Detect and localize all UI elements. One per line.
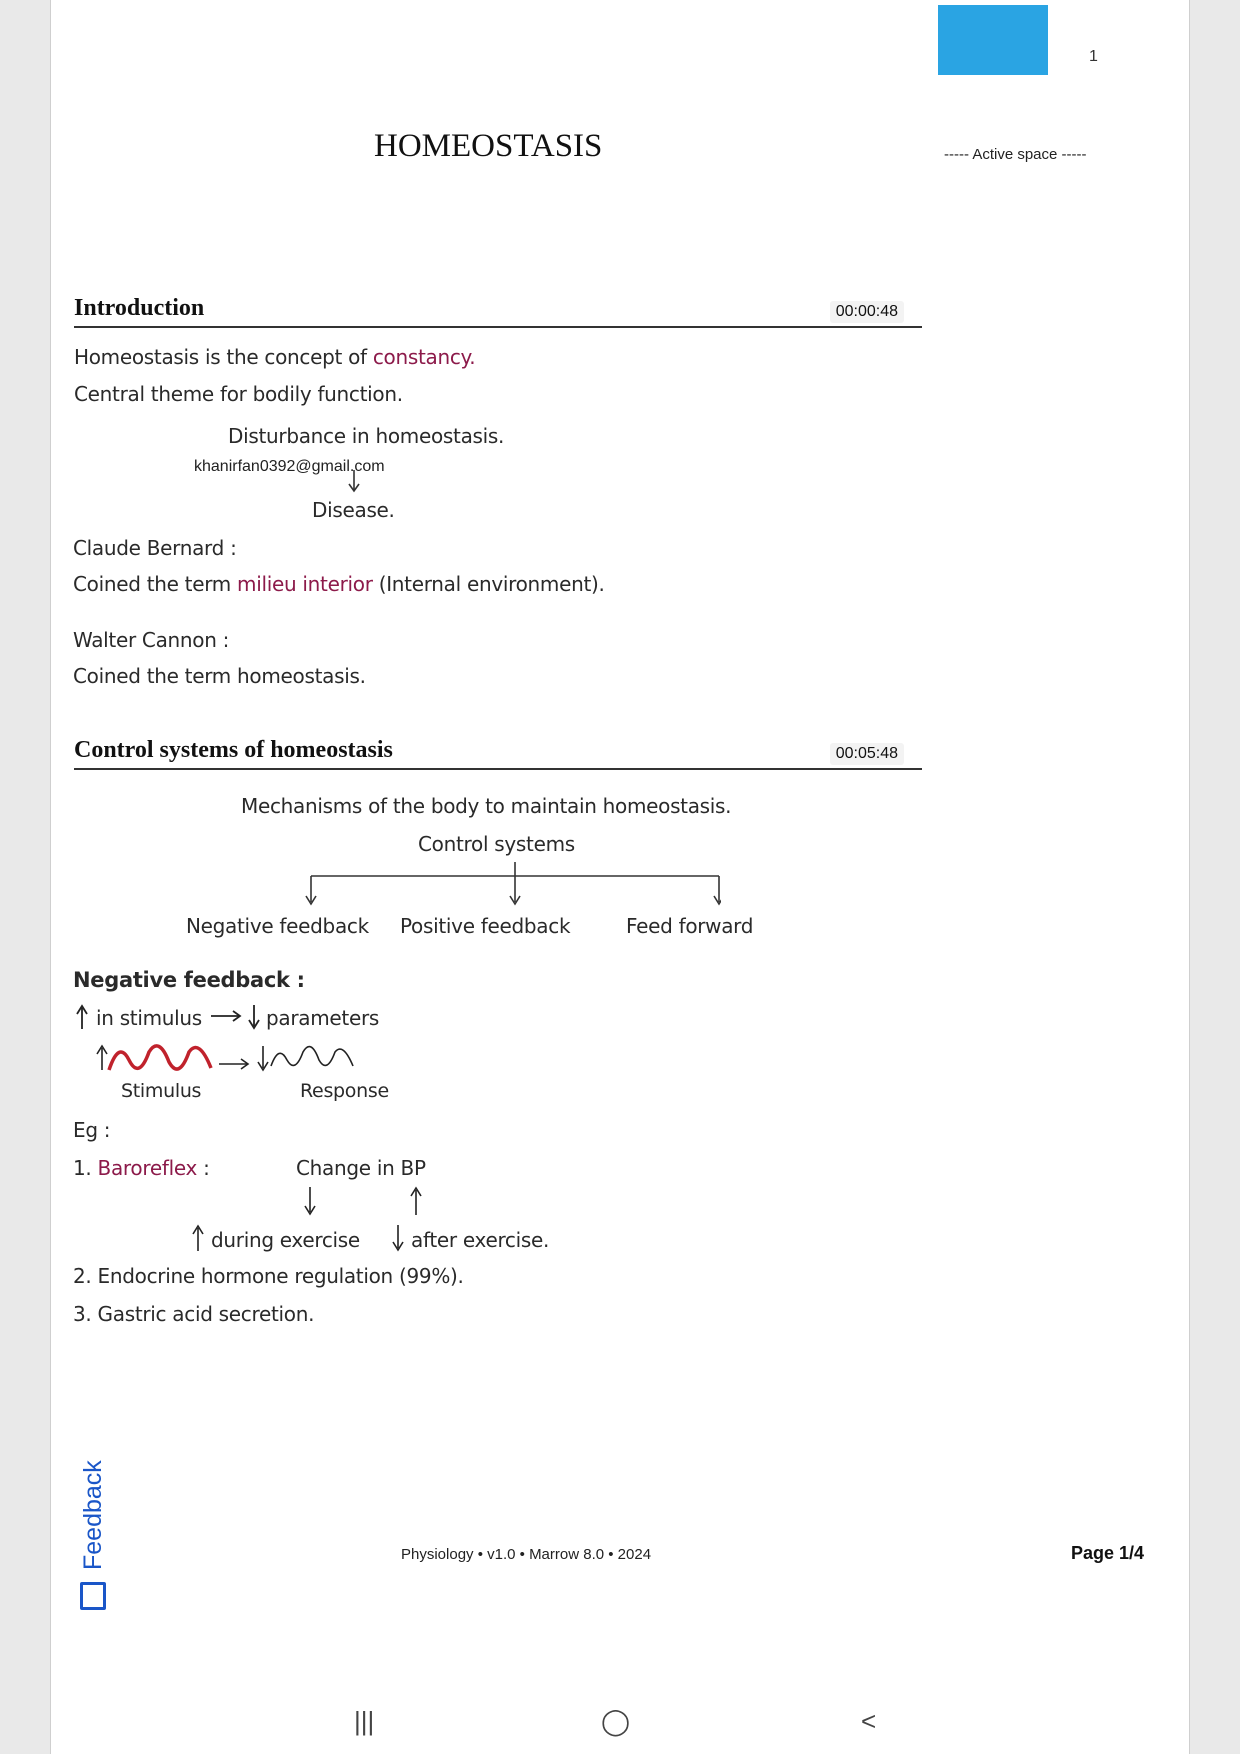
mechanisms-text: Mechanisms of the body to maintain homeostasis. <box>241 794 732 818</box>
example-3: 3. Gastric acid secretion. <box>73 1302 315 1326</box>
notes-page <box>50 0 1190 1754</box>
branch-positive-feedback: Positive feedback <box>400 914 571 938</box>
down-arrow-icon <box>347 470 361 494</box>
intro-line-1: Homeostasis is the concept of constancy. <box>74 345 476 369</box>
change-in-bp-text: Change in BP <box>296 1156 426 1180</box>
control-systems-text: Control systems <box>418 832 575 856</box>
control-systems-tree <box>281 862 721 910</box>
keyword-constancy: constancy. <box>372 345 476 369</box>
branch-negative-feedback: Negative feedback <box>186 914 369 938</box>
timestamp-button[interactable]: 00:05:48 <box>830 743 904 765</box>
down-arrow-icon <box>391 1224 405 1252</box>
bernard-heading: Claude Bernard : <box>73 536 237 560</box>
feedback-icon <box>80 1582 106 1610</box>
example-1: 1. Baroreflex : <box>73 1156 210 1180</box>
page-number: Page 1/4 <box>1071 1543 1145 1563</box>
negative-feedback-heading: Negative feedback : <box>73 968 305 992</box>
page-index: 1 <box>1089 48 1098 65</box>
right-arrow-icon <box>209 1008 243 1024</box>
disturbance-text: Disturbance in homeostasis. <box>228 424 505 448</box>
neg-stimulus-text: in stimulus <box>96 1006 202 1030</box>
section-title: Introduction <box>74 295 205 321</box>
page-title: HOMEOSTASIS <box>374 128 603 164</box>
footer-info: Physiology • v1.0 • Marrow 8.0 • 2024 <box>401 1546 652 1563</box>
response-label: Response <box>300 1080 389 1102</box>
up-arrow-icon <box>191 1224 205 1252</box>
cannon-text: Coined the term homeostasis. <box>73 664 366 688</box>
branch-feed-forward: Feed forward <box>626 914 754 938</box>
timestamp-button[interactable]: 00:00:48 <box>830 301 904 323</box>
section-control-systems <box>74 734 922 770</box>
active-space-label: ----- Active space ----- <box>944 146 1087 163</box>
up-arrow-icon <box>75 1004 89 1030</box>
section-introduction <box>74 292 922 328</box>
section-title: Control systems of homeostasis <box>74 737 393 763</box>
disease-text: Disease. <box>312 498 395 522</box>
neg-parameters-text: parameters <box>266 1006 380 1030</box>
down-arrow-icon <box>303 1186 317 1216</box>
intro-line-2: Central theme for bodily function. <box>74 382 403 406</box>
stimulus-response-diagram <box>95 1040 395 1076</box>
back-button[interactable]: < <box>861 1706 877 1736</box>
example-2: 2. Endocrine hormone regulation (99%). <box>73 1264 464 1288</box>
bookmark-tab[interactable] <box>938 5 1048 75</box>
recent-apps-button[interactable]: ||| <box>354 1706 375 1736</box>
after-exercise-text: after exercise. <box>411 1228 550 1252</box>
down-arrow-icon <box>247 1004 261 1030</box>
bernard-text: Coined the term milieu interior (Internal environment). <box>73 572 605 596</box>
up-arrow-icon <box>409 1186 423 1216</box>
feedback-label: Feedback <box>79 1460 107 1570</box>
eg-label: Eg : <box>73 1118 111 1142</box>
during-exercise-text: during exercise <box>211 1228 360 1252</box>
home-button[interactable]: ◯ <box>601 1706 631 1736</box>
feedback-tab[interactable] <box>74 1410 114 1610</box>
keyword-baroreflex: Baroreflex <box>97 1156 198 1180</box>
email-watermark: khanirfan0392@gmail.com <box>194 458 385 475</box>
cannon-heading: Walter Cannon : <box>73 628 230 652</box>
stimulus-label: Stimulus <box>121 1080 202 1102</box>
keyword-milieu-interior: milieu interior <box>237 572 373 596</box>
